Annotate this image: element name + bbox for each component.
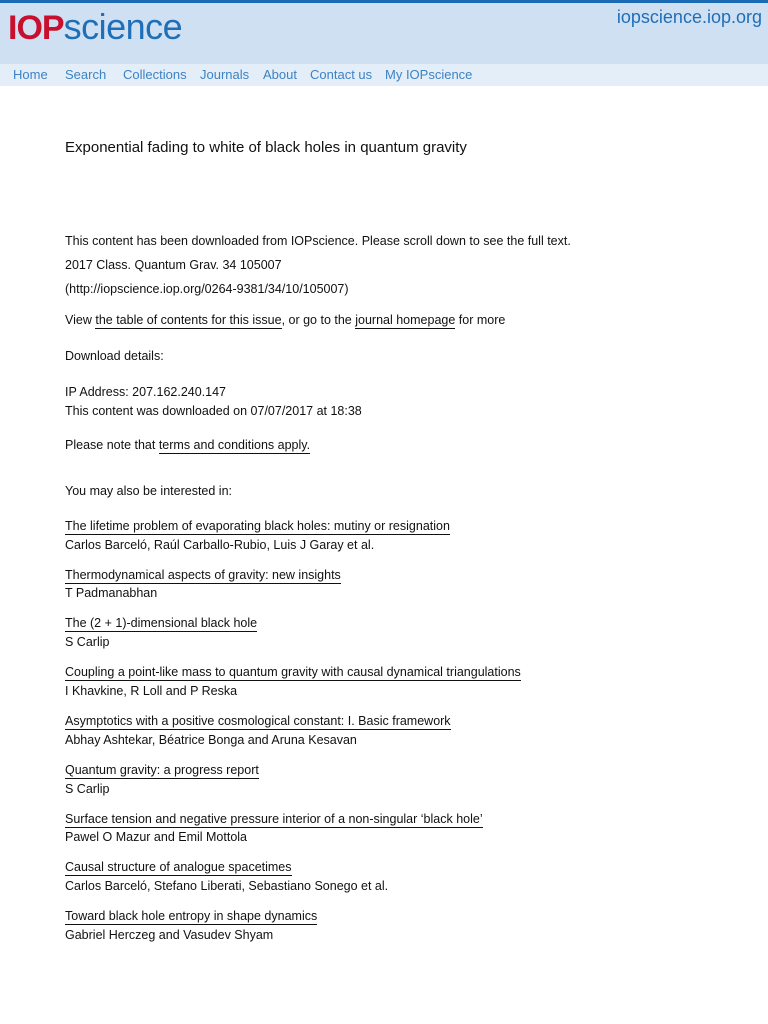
logo-iop-text: IOP: [8, 9, 64, 47]
ip-address: IP Address: 207.162.240.147: [65, 385, 227, 399]
nav-contact-us[interactable]: Contact us: [310, 67, 373, 82]
related-article-title[interactable]: Coupling a point-like mass to quantum gravity with causal dynamical triangulations: [65, 665, 521, 679]
view-middle: , or go to the: [281, 313, 356, 327]
related-article-authors: S Carlip: [65, 635, 110, 649]
main-nav: [0, 64, 768, 86]
related-article-authors: Carlos Barceló, Stefano Liberati, Sebastiano Sonego et al.: [65, 879, 389, 893]
terms-link[interactable]: terms and conditions apply.: [158, 438, 311, 452]
view-suffix: for more: [455, 313, 506, 327]
related-article-title[interactable]: Thermodynamical aspects of gravity: new insights: [65, 568, 341, 582]
toc-link[interactable]: the table of contents for this issue: [95, 313, 282, 327]
related-article-title[interactable]: The (2 + 1)-dimensional black hole: [65, 616, 258, 630]
iopscience-logo[interactable]: [8, 6, 182, 50]
nav-my-iopscience[interactable]: My IOPscience: [385, 67, 473, 82]
related-article-title[interactable]: The lifetime problem of evaporating black holes: mutiny or resignation: [65, 519, 450, 533]
related-article-authors: Carlos Barceló, Raúl Carballo-Rubio, Luis J Garay et al.: [65, 538, 375, 552]
journal-homepage-link[interactable]: journal homepage: [355, 313, 456, 327]
related-article-authors: T Padmanabhan: [65, 586, 158, 600]
download-notice: This content has been downloaded from IOPscience. Please scroll down to see the full text.: [65, 234, 571, 248]
downloaded-on: This content was downloaded on 07/07/2017 at 18:38: [65, 404, 362, 418]
logo-science-text: science: [63, 6, 183, 47]
also-interested-label: You may also be interested in:: [65, 484, 233, 498]
terms-line: [65, 438, 310, 452]
download-details-label: Download details:: [65, 349, 164, 363]
related-article-authors: Pawel O Mazur and Emil Mottola: [65, 830, 248, 844]
related-article-title[interactable]: Surface tension and negative pressure interior of a non-singular ‘black hole’: [65, 812, 483, 826]
nav-collections[interactable]: Collections: [123, 67, 187, 82]
citation: 2017 Class. Quantum Grav. 34 105007: [65, 258, 282, 272]
article-title: Exponential fading to white of black holes in quantum gravity: [65, 139, 467, 156]
related-article-title[interactable]: Asymptotics with a positive cosmological constant: I. Basic framework: [65, 714, 451, 728]
view-prefix: View: [65, 313, 96, 327]
site-header: [0, 3, 768, 64]
nav-journals[interactable]: Journals: [200, 67, 250, 82]
nav-search[interactable]: Search: [65, 67, 107, 82]
note-prefix: Please note that: [65, 438, 159, 452]
related-article-title[interactable]: Causal structure of analogue spacetimes: [65, 860, 292, 874]
nav-about[interactable]: About: [263, 67, 297, 82]
site-url-link[interactable]: iopscience.iop.org: [616, 7, 762, 27]
related-article-authors: S Carlip: [65, 782, 110, 796]
doi-url: (http://iopscience.iop.org/0264-9381/34/10/105007): [65, 282, 349, 296]
view-links-line: [65, 313, 505, 327]
related-article-title[interactable]: Toward black hole entropy in shape dynamics: [65, 909, 318, 923]
related-article-title[interactable]: Quantum gravity: a progress report: [65, 763, 259, 777]
nav-home[interactable]: Home: [13, 67, 48, 82]
related-article-authors: Abhay Ashtekar, Béatrice Bonga and Aruna Kesavan: [65, 733, 357, 747]
related-article-authors: Gabriel Herczeg and Vasudev Shyam: [65, 928, 274, 942]
related-article-authors: I Khavkine, R Loll and P Reska: [65, 684, 238, 698]
